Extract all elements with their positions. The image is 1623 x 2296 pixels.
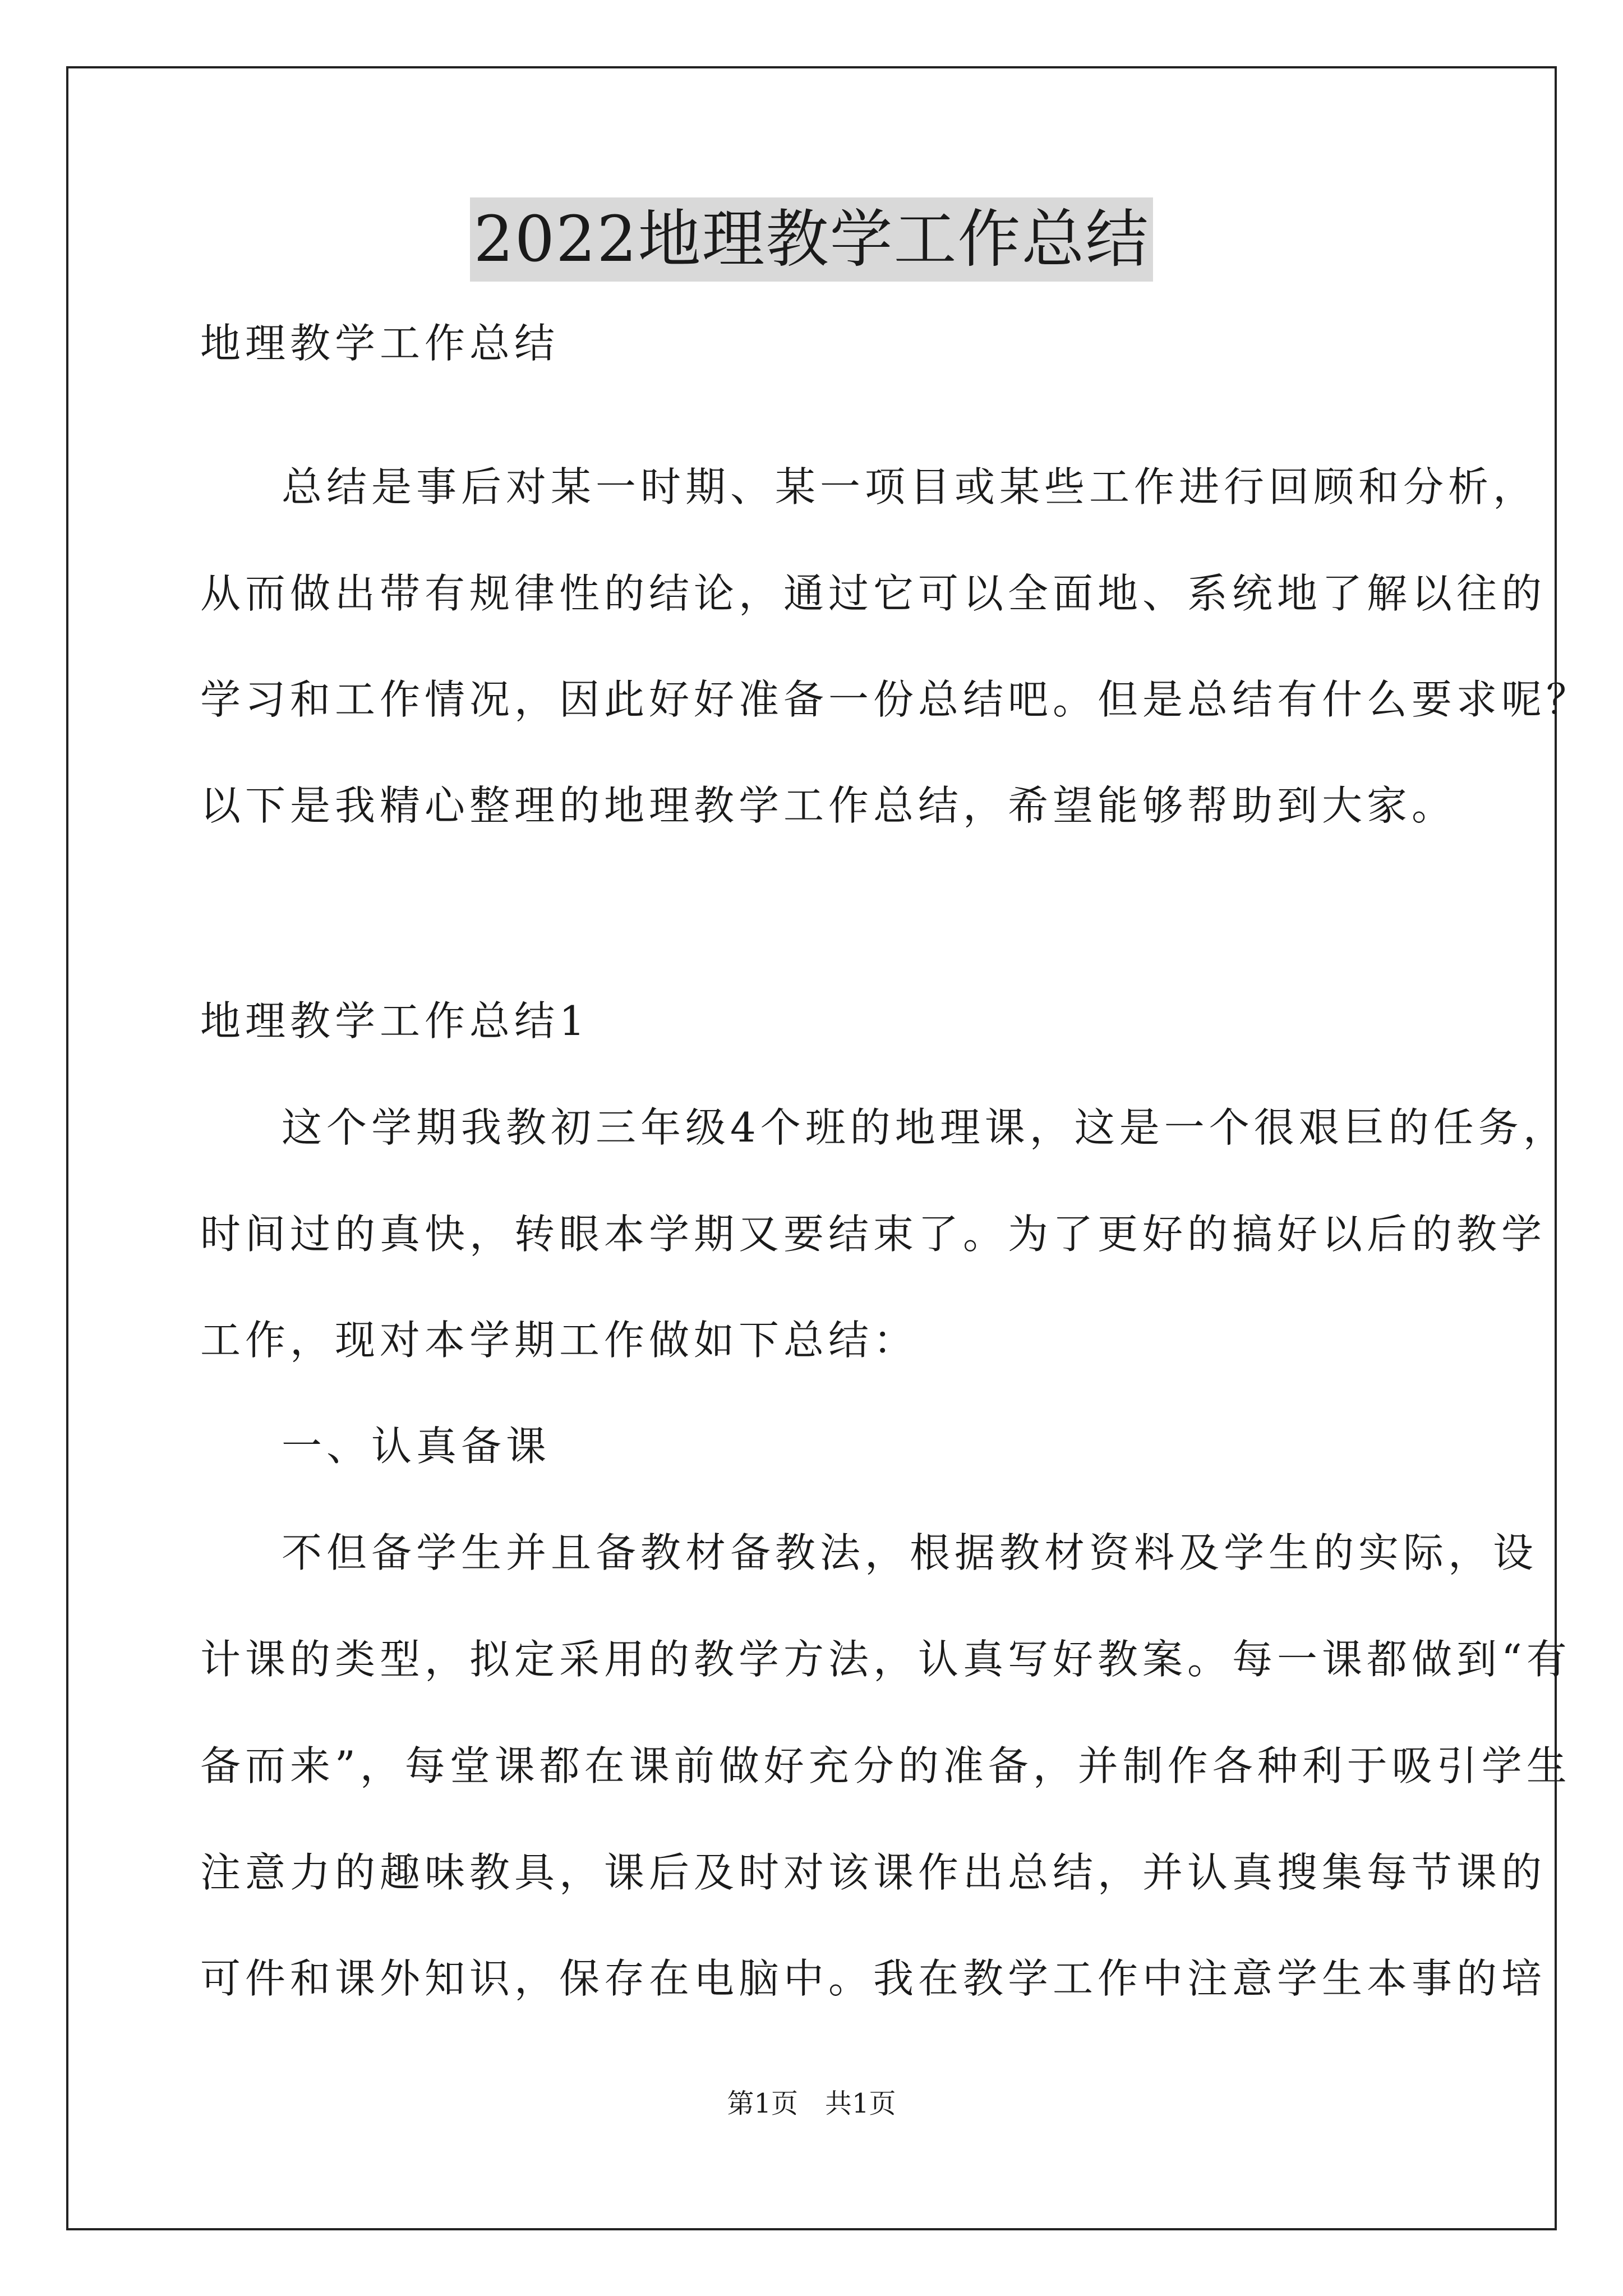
subheading: 一、认真备课: [282, 1423, 551, 1470]
document-title-text: 2022地理教学工作总结: [470, 197, 1152, 282]
section-line-2: 时间过的真快，转眼本学期又要结束了。为了更好的搞好以后的教学: [200, 1211, 1547, 1258]
section-line-3: 工作，现对本学期工作做如下总结：: [200, 1317, 919, 1364]
body-line-2: 计课的类型，拟定采用的教学方法，认真写好教案。每一课都做到“有: [200, 1636, 1571, 1683]
body-line-5: 可件和课外知识，保存在电脑中。我在教学工作中注意学生本事的培: [200, 1955, 1547, 2002]
intro-line-3: 学习和工作情况，因此好好准备一份总结吧。但是总结有什么要求呢？: [200, 676, 1592, 723]
intro-line-2: 从而做出带有规律性的结论，通过它可以全面地、系统地了解以往的: [200, 570, 1547, 617]
body-line-4: 注意力的趣味教具，课后及时对该课作出总结，并认真搜集每节课的: [200, 1849, 1547, 1896]
section-line-1: 这个学期我教初三年级4个班的地理课，这是一个很艰巨的任务，: [282, 1104, 1568, 1151]
page-number-footer: 第1页 共1页: [727, 2088, 896, 2119]
document-subtitle: 地理教学工作总结: [200, 320, 560, 367]
body-line-3: 备而来”，每堂课都在课前做好充分的准备，并制作各种利于吸引学生: [200, 1742, 1571, 1789]
intro-line-1: 总结是事后对某一时期、某一项目或某些工作进行回顾和分析，: [282, 463, 1538, 510]
intro-line-4: 以下是我精心整理的地理教学工作总结，希望能够帮助到大家。: [200, 782, 1457, 829]
document-title: [0, 197, 1623, 282]
section-heading: 地理教学工作总结1: [200, 997, 589, 1045]
body-line-1: 不但备学生并且备教材备教法，根据教材资料及学生的实际，设: [282, 1529, 1538, 1576]
